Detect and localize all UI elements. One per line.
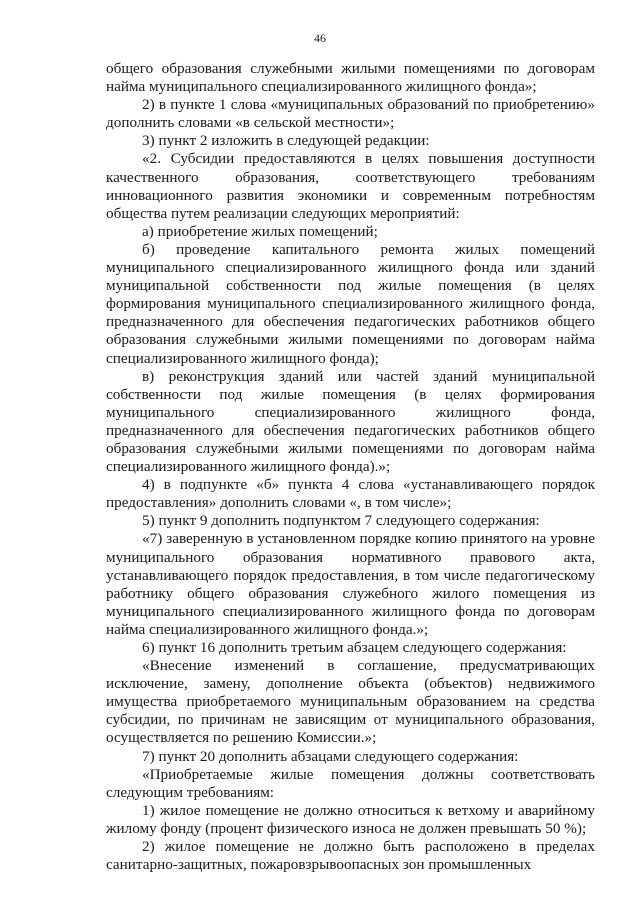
paragraph: 6) пункт 16 дополнить третьим абзацем следующего содержания: xyxy=(142,639,567,656)
paragraph: а) приобретение жилых помещений; xyxy=(142,222,378,240)
page-number: 46 xyxy=(314,31,326,45)
paragraph: в) реконструкция зданий или частей зданий муниципальной собственности под жилые помещения (в целях формирования муниципального специализированного жилищного фонда, предназначенного для обеспечения педагогических работников общего образования служебными жилыми помещениями по договорам найма специализированного жилищного фонда).»; xyxy=(106,367,595,476)
paragraph: 1) жилое помещение не должно относиться к ветхому и аварийному жилому фонду (процент физического износа не должен превышать 50 %); xyxy=(106,801,595,837)
paragraph: общего образования служебными жилыми помещениями по договорам найма муниципального специализированного жилищного фонда»; xyxy=(106,60,595,96)
paragraph: 2) жилое помещение не должно быть расположено в пределах санитарно-защитных, пожаровзрывоопасных зон промышленных xyxy=(106,838,595,874)
paragraph: «Приобретаемые жилые помещения должны соответствовать следующим требованиям: xyxy=(106,765,595,801)
paragraph: 7) пункт 20 дополнить абзацами следующего содержания: xyxy=(142,747,519,765)
paragraph: «2. Субсидии предоставляются в целях повышения доступности качественного образования, соответствующего требованиям инновационного развития экономики и современным потребностям общества путем реализации следующих мероприятий: xyxy=(106,150,595,222)
document-body xyxy=(106,60,595,874)
paragraph: 3) пункт 2 изложить в следующей редакции: xyxy=(142,132,430,150)
paragraph: 2) в пункте 1 слова «муниципальных образований по приобретению» дополнить словами «в сельской местности»; xyxy=(106,96,595,132)
paragraph: «Внесение изменений в соглашение, предусматривающих исключение, замену, дополнение объекта (объектов) недвижимого имущества приобретаемого муниципальным образованием на средства субсидии, по причинам не зависящим от муниципального образования, осуществляется по решению Комиссии.»; xyxy=(106,657,595,747)
paragraph: 4) в подпункте «б» пункта 4 слова «устанавливающего порядок предоставления» дополнить словами «, в том числе»; xyxy=(106,476,595,512)
paragraph: б) проведение капитального ремонта жилых помещений муниципального специализированного жилищного фонда или зданий муниципальной собственности под жилые помещения (в целях формирования муниципального специализированного жилищного фонда, предназначенного для обеспечения педагогических работников общего образования служебными жилыми помещениями по договорам найма специализированного жилищного фонда); xyxy=(106,240,595,367)
paragraph: 5) пункт 9 дополнить подпунктом 7 следующего содержания: xyxy=(142,512,540,530)
paragraph: «7) заверенную в установленном порядке копию принятого на уровне муниципального образования нормативного правового акта, устанавливающего порядок предоставления, в том числе педагогическому работнику общего образования служебного жилого помещения из муниципального специализированного жилищного фонда по договорам найма специализированного жилищного фонда.»; xyxy=(106,530,595,638)
